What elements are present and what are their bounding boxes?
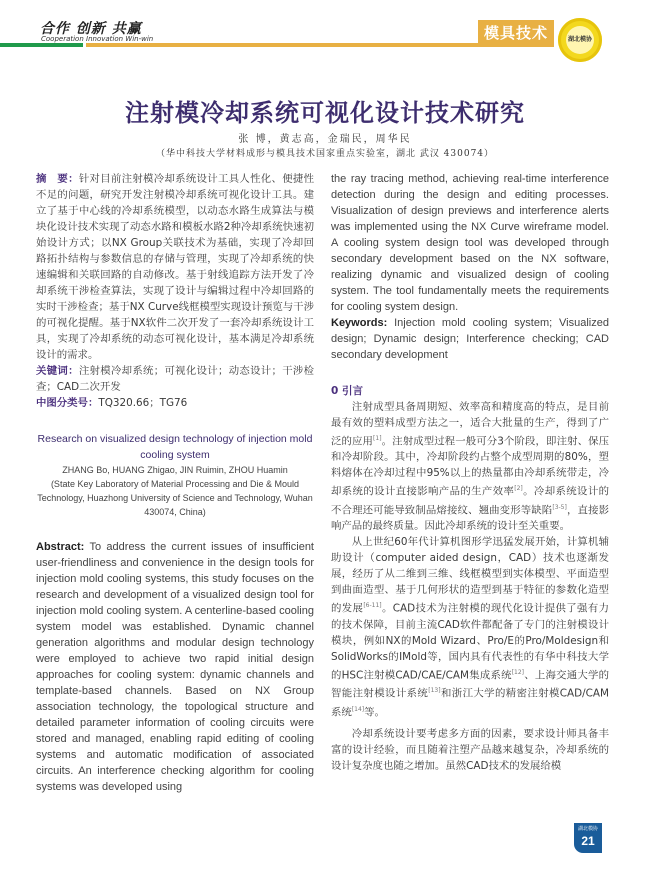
intro-paragraph-1 — [331, 399, 609, 534]
keywords-cn-text: 注射模冷却系统；可视化设计；动态设计；干涉检查；CAD二次开发 — [36, 365, 315, 393]
abstract-cn — [36, 171, 314, 363]
article-title: 注射模冷却系统可视化设计技术研究 — [125, 98, 525, 127]
header-rule-gold — [86, 43, 486, 47]
right-column — [331, 171, 609, 774]
text: 、上海交通大学的智能注射模设计系统 — [331, 669, 609, 700]
association-logo-icon — [558, 18, 602, 62]
text: 。注射成型过程一般可分3个阶段，即注射、保压和冷却阶段。其中，冷却阶段约占整个成型周期的80%，塑料熔体在冷却过程中95%以上的热量都由冷却系统带走，冷却系统的设计直接影响产品的生产效率 — [331, 435, 610, 498]
clc-label: 中图分类号： — [36, 397, 99, 409]
article-affiliation: （华中科技大学材料成形与模具技术国家重点实验室，湖北 武汉 430074） — [155, 149, 495, 159]
article-authors: 张 博，黄志高，金瑞民，周华民 — [238, 134, 412, 145]
citation: [6-11] — [363, 602, 382, 610]
citation: [1] — [373, 435, 382, 442]
keywords-cn — [36, 363, 314, 395]
english-title: Research on visualized design technology of injection mold cooling system — [37, 433, 313, 461]
text: 和浙江大学的精密注射模CAD/CAM系统 — [331, 687, 609, 719]
text: 。CAD技术为注射模的现代化设计提供了强有力的技术保障，目前主流CAD软件都配备了专门的注射模设计模块，例如NX的Mold Wizard、Pro/E的Pro/Moldesign和SolidWorks的IMold等，国内具有代表性的有华中科技大学的HSC注射模CAD/CAE/CAM集成系统 — [331, 602, 609, 682]
section-tag: 模具技术 — [478, 20, 554, 47]
header-rule-green — [0, 43, 83, 47]
section-heading-intro: 0 引言 — [331, 385, 363, 397]
text: ，直接影响产品的最终质量。因此冷却系统的设计至关重要。 — [331, 504, 610, 533]
intro-paragraph-3: 冷却系统设计要考虑多方面的因素，要求设计师具备丰富的设计经验，而且随着注塑产品越来越复杂，冷却系统的设计复杂度也随之增加。虽然CAD技术的发展给模 — [331, 728, 609, 773]
citation: [13] — [428, 687, 441, 695]
clc-number — [36, 395, 314, 411]
motto-en: Cooperation Innovation Win-win — [41, 35, 154, 43]
abstract-cn-label: 摘 要： — [36, 173, 79, 185]
abstract-en-part2: the ray tracing method, achieving real-time interference detection during the design and editing processes. Visualization of design previews and interference alerts was implemented using the NX Curve wireframe model. A cooling system design tool was developed through secondary development based on the NX software, realizing dynamic and visualized design of cooling system. The tool fundamentally meets the requirements for cooling system design. — [331, 173, 609, 313]
journal-short-name: 湖北模协 — [577, 826, 598, 832]
left-column — [36, 171, 314, 795]
abstract-cn-text: 针对目前注射模冷却系统设计工具人性化、便捷性不足的问题，研究开发注射模冷却系统可视化设计工具。建立了基于中心线的冷却系统模型，以动态水路生成算法与模块化设计技术实现了动态水路和模板水路2种冷却系统快速初始设计方式；以NX Group关联技术为基础，实现了冷却回路拓扑结构与参数信息的存储与管理，实现了冷却系统的快速编辑和关联回路的自动修改。基于射线追踪方法开发了冷却系统干涉检查算法，实现了设计与编辑过程中冷却回路的实时干涉检查；基于NX Curve线框模型实现设计预览与干涉的可视化提醒。基于NX软件二次开发了一套冷却系统设计工具，实现了冷却系统的动态可视化设计，基本满足冷却系统设计的需求。 — [36, 173, 315, 361]
text: 等。 — [364, 706, 385, 719]
text: 从上世纪60年代计算机图形学迅猛发展开始，计算机辅助设计（computer aided design，CAD）技术也逐渐发展，经历了从二维到三维、线框模型到实体模型、平面造型到曲面造型、基于几何形状的造型到基于特征的参数化造型的发展 — [331, 536, 609, 615]
english-affiliation: (State Key Laboratory of Material Processing and Die & Mould Technology, Huazhong University of Science and Technology, Wuhan 430074, China) — [37, 479, 313, 517]
page-number: 21 — [581, 834, 595, 848]
page-number-badge — [574, 823, 602, 853]
keywords-cn-label: 关键词： — [36, 365, 79, 377]
abstract-en-label: Abstract: — [36, 541, 85, 553]
citation: [2] — [514, 485, 523, 493]
english-authors: ZHANG Bo, HUANG Zhigao, JIN Ruimin, ZHOU Huamin — [62, 465, 288, 475]
keywords-en-text: Injection mold cooling system; Visualized design; Dynamic design; Interference checking; CAD secondary development — [331, 317, 609, 361]
intro-paragraph-2 — [331, 534, 609, 720]
citation: [12] — [511, 668, 525, 676]
abstract-en-text-1: To address the current issues of insufficient user-friendliness and convenience in the design tools for injection mold cooling systems, this study focuses on the research and development of a visualized design tool for injection mold cooling system. A centerline-based cooling system model was established. Dynamic channel generation algorithms and modular design technology were employed to achieve two rapid initial design approaches for cooling system: dynamic channels and template-based channels. Based on NX Group association technology, the topological structure and detailed parameter information of cooling circuits were stored and managed, enabling rapid editing of cooling systems and automatic modification of associated circuits. An interference checking algorithm for cooling systems was developed using — [36, 541, 314, 793]
clc-text: TQ320.66；TG76 — [98, 397, 188, 409]
citation: [3-5] — [552, 503, 567, 511]
logo-text: 湖北模协 — [566, 26, 594, 54]
citation: [14] — [351, 705, 365, 713]
abstract-en-part1 — [36, 539, 314, 795]
text: 。冷却系统设计的不合理还可能导致制品熔接纹、翘曲变形等缺陷 — [331, 485, 610, 517]
keywords-en — [331, 315, 609, 363]
motto-cn: 合作 创新 共赢 — [40, 21, 142, 37]
page-header — [0, 0, 650, 70]
text: 注射成型具备周期短、效率高和精度高的特点，是目前最有效的塑料成型方法之一，适合大批量的生产，得到了广泛的应用 — [331, 401, 609, 448]
keywords-en-label: Keywords: — [331, 317, 388, 329]
